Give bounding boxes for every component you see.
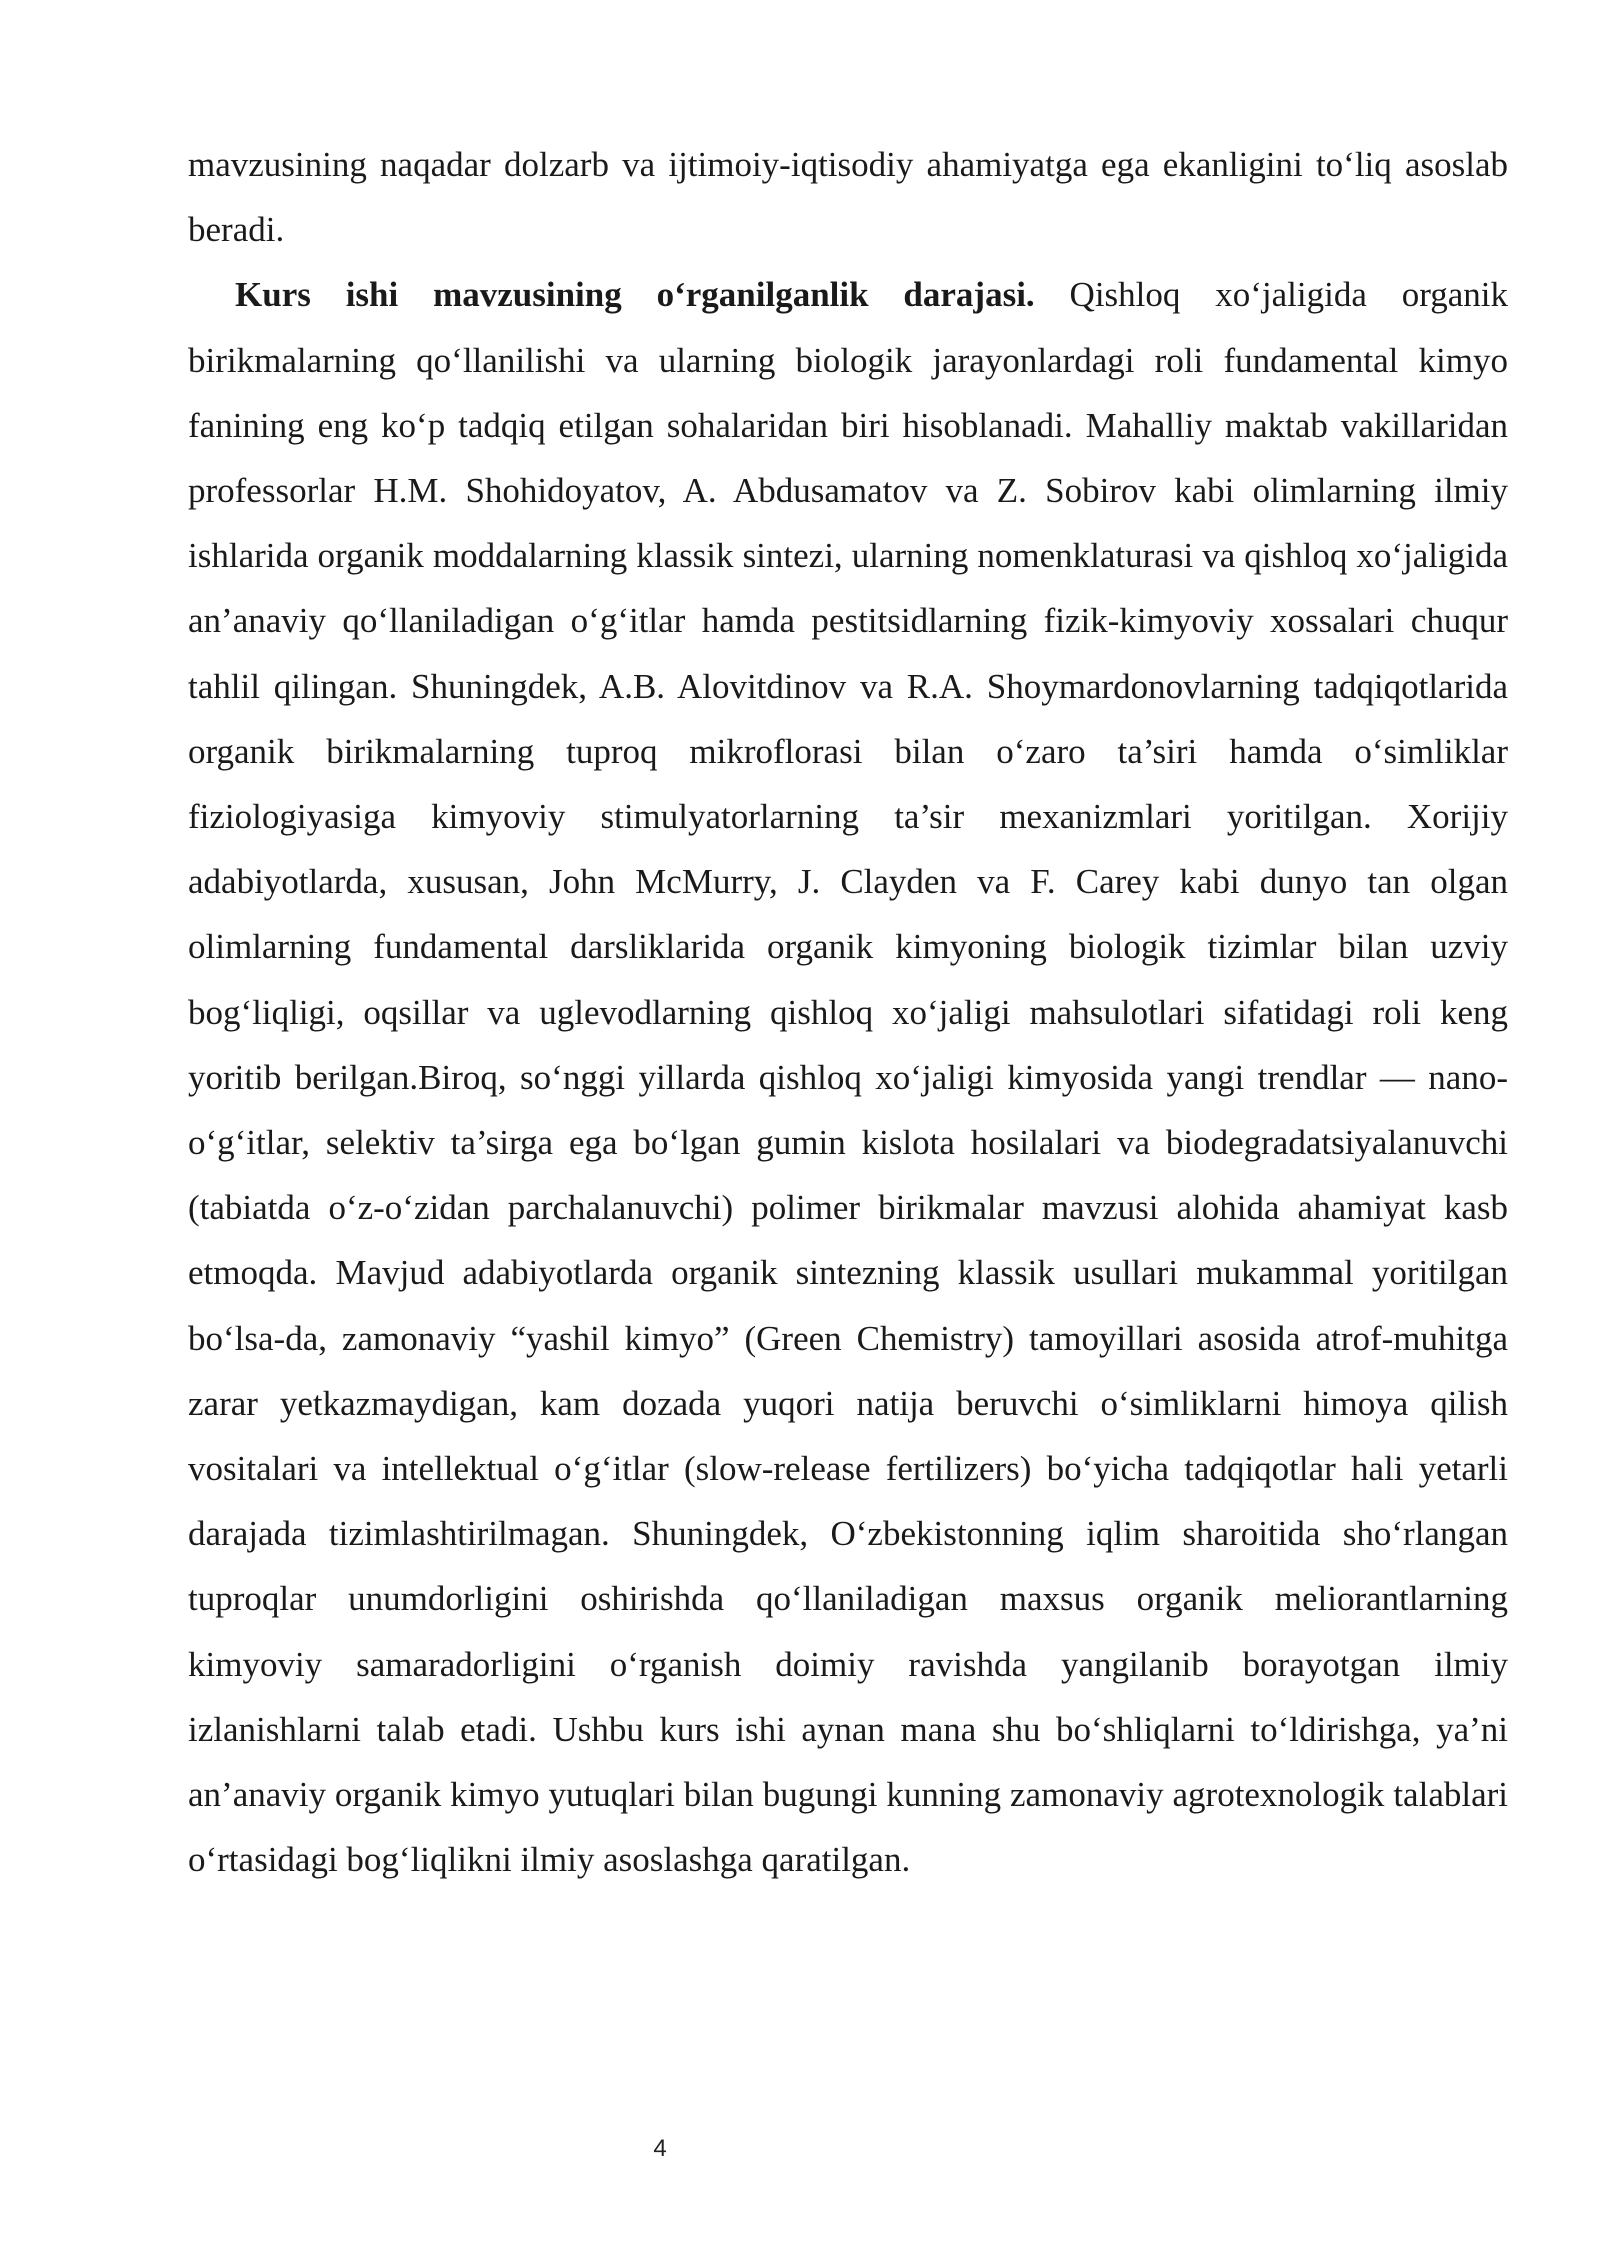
paragraph-continued: mavzusining naqadar dolzarb va ijtimoiy-iqtisodiy ahamiyatga ega ekanligini to‘liq asoslab beradi. [188,145,1508,250]
section-heading: Kurs ishi mavzusining o‘rganilganlik darajasi. [235,275,1035,315]
section-body: Qishloq xo‘jaligida organik birikmalarning qo‘llanilishi va ularning biologik jarayonlardagi roli fundamental kimyo fanining eng ko‘p tadqiq etilgan sohalaridan biri hisoblanadi. Mahalliy maktab vakillaridan professorlar H.M. Shohidoyatov, A. Abdusamatov va Z. Sobirov kabi olimlarning ilmiy ishlarida organik moddalarning klassik sintezi, ularning nomenklaturasi va qishloq xo‘jaligida an’anaviy qo‘llaniladigan o‘g‘itlar hamda pestitsidlarning fizik-kimyoviy xossalari chuqur tahlil qilingan. Shuningdek, A.B. Alovitdinov va R.A. Shoymardonovlarning tadqiqotlarida organik birikmalarning tuproq mikroflorasi bilan o‘zaro ta’siri hamda o‘simliklar fiziologiyasiga kimyoviy stimulyatorlarning ta’sir mexanizmlari yoritilgan. Xorijiy adabiyotlarda, xususan, John McMurry, J. Clayden va F. Carey kabi dunyo tan olgan olimlarning fundamental darsliklarida organik kimyoning biologik tizimlar bilan uzviy bog‘liqligi, oqsillar va uglevodlarning qishloq xo‘jaligi mahsulotlari sifatidagi roli keng yoritib berilgan.Biroq, so‘nggi yillarda qishloq xo‘jaligi kimyosida yangi trendlar — nano-o‘g‘itlar, selektiv ta’sirga ega bo‘lgan gumin kislota hosilalari va biodegradatsiyalanuvchi (tabiatda o‘z-o‘zidan parchalanuvchi) polimer birikmalar mavzusi alohida ahamiyat kasb etmoqda. Mavjud adabiyotlarda organik sintezning klassik usullari mukammal yoritilgan bo‘lsa-da, zamonaviy “yashil kimyo” (Green Chemistry) tamoyillari asosida atrof-muhitga zarar yetkazmaydigan, kam dozada yuqori natija beruvchi o‘simliklarni himoya qilish vositalari va intellektual o‘g‘itlar (slow-release fertilizers) bo‘yicha tadqiqotlar hali yetarli darajada tizimlashtirilmagan. Shuningdek, O‘zbekistonning iqlim sharoitida sho‘rlangan tuproqlar unumdorligini oshirishda qo‘llaniladigan maxsus organik meliorantlarning kimyoviy samaradorligini o‘rganish doimiy ravishda yangilanib borayotgan ilmiy izlanishlarni talab etadi. Ushbu kurs ishi aynan mana shu bo‘shliqlarni to‘ldirishga, ya’ni an’anaviy organik kimyo yutuqlari bilan bugungi kunning zamonaviy agrotexnologik talablari o‘rtasidagi bog‘liqlikni ilmiy asoslashga qaratilgan. [188,275,1508,1880]
page-number: 4 [653,2135,667,2162]
paragraph-study-level [188,262,1508,1892]
document-body [188,132,1508,1892]
